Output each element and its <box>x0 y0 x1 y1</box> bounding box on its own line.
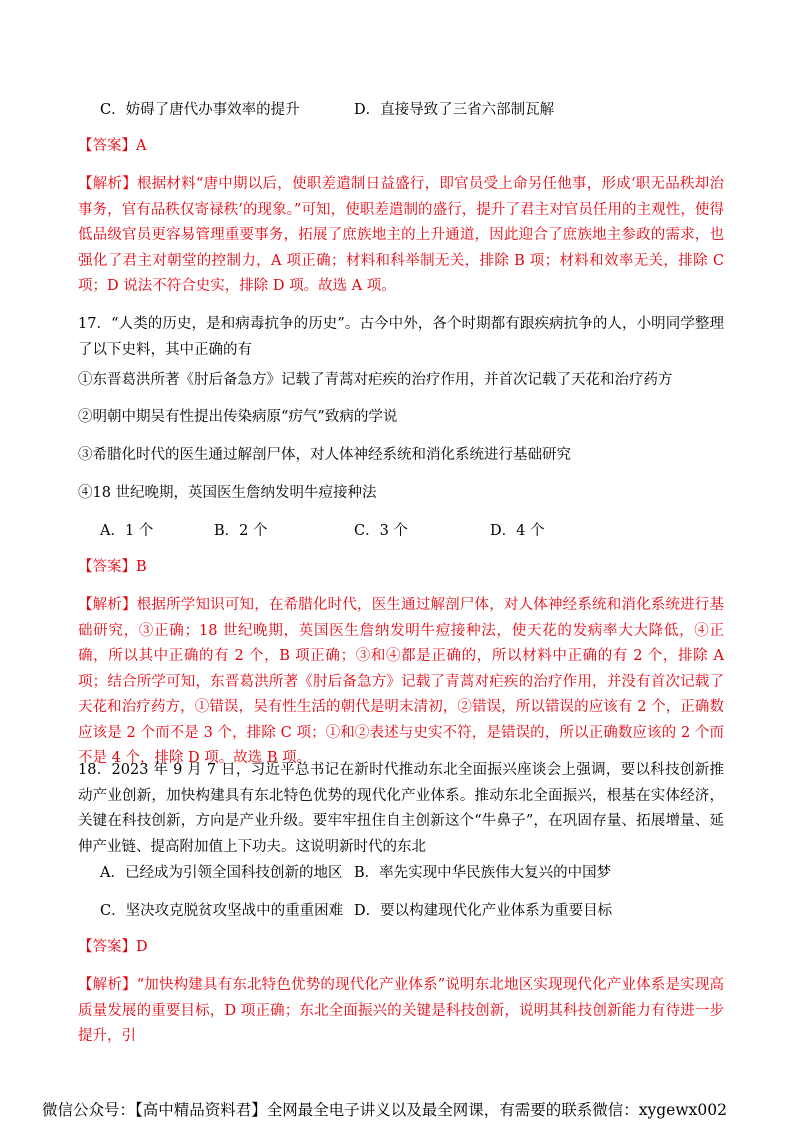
q16-analysis: 【解析】根据材料“唐中期以后，使职差遣制日益盛行，即官员受上命另任他事，形成‘职无品秩却治事务，官有品秩仅寄禄秩’的现象。”可知，使职差遣制的盛行，提升了君主对官员任用的主观性，使得低品级官员更容易管理重要事务，拓展了庶族地主的上升通道，因此迎合了庶族地主参政的需求，也强化了君主对朝堂的控制力，A 项正确；材料和科举制无关，排除 B 项；材料和效率无关，排除 C 项；D 说法不符合史实，排除 D 项。故选 A 项。 <box>78 176 724 294</box>
q18-option-c: C．坚决攻克脱贫攻坚战中的重重困难 <box>100 903 344 919</box>
q18-option-b: B．率先实现中华民族伟大复兴的中国梦 <box>354 865 612 881</box>
q16-option-c: C．妨碍了唐代办事效率的提升 <box>100 102 300 118</box>
q17-option-d: D．4 个 <box>490 523 545 539</box>
q16-answer: 【答案】A <box>78 138 147 154</box>
q16-option-d: D．直接导致了三省六部制瓦解 <box>354 102 555 118</box>
q18-stem: 18．2023 年 9 月 7 日，习近平总书记在新时代推动东北全面振兴座谈会上强调，要以科技创新推动产业创新，加快构建具有东北特色优势的现代化产业体系。推动东北全面振兴，根基在实体经济，关键在科技创新，方向是产业升级。要牢牢扭住自主创新这个“牛鼻子”，在巩固存量、拓展增量、延伸产业链、提高附加值上下功夫。这说明新时代的东北 <box>78 762 724 855</box>
q18-analysis: 【解析】“加快构建具有东北特色优势的现代化产业体系”说明东北地区实现现代化产业体系是实现高质量发展的重要目标，D 项正确；东北全面振兴的关键是科技创新，说明其科技创新能力有待进一步提升，引 <box>78 977 724 1044</box>
q17-item-2: ②明朝中期吴有性提出传染病原“疠气”致病的学说 <box>78 409 398 425</box>
q18-option-d: D．要以构建现代化产业体系为重要目标 <box>354 903 613 919</box>
q17-option-a: A．1 个 <box>100 523 154 539</box>
q17-stem: 17．“人类的历史，是和病毒抗争的历史”。古今中外，各个时期都有跟疾病抗争的人，小明同学整理了以下史料，其中正确的有 <box>78 316 724 358</box>
q17-item-1: ①东晋葛洪所著《肘后备急方》记载了青蒿对疟疾的治疗作用，并首次记载了天花和治疗药方 <box>78 372 673 388</box>
q17-item-4: ④18 世纪晚期，英国医生詹纳发明牛痘接种法 <box>78 485 377 501</box>
q17-option-b: B．2 个 <box>214 523 268 539</box>
q17-answer: 【答案】B <box>78 559 147 575</box>
q18-answer: 【答案】D <box>78 939 148 955</box>
q18-option-a: A．已经成为引领全国科技创新的地区 <box>100 865 343 881</box>
footer-contact-note: 微信公众号：【高中精品资料君】全网最全电子讲义以及最全网课，有需要的联系微信：xygewx002 <box>42 1101 727 1119</box>
q17-item-3: ③希腊化时代的医生通过解剖尸体，对人体神经系统和消化系统进行基础研究 <box>78 447 571 463</box>
q17-analysis: 【解析】根据所学知识可知，在希腊化时代，医生通过解剖尸体，对人体神经系统和消化系统进行基础研究，③正确；18 世纪晚期，英国医生詹纳发明牛痘接种法，使天花的发病率大大降低，④正确，所以其中正确的有 2 个，B 项正确；③和④都是正确的，所以材料中正确的有 2 个，排除 A 项；结合所学可知，东晋葛洪所著《肘后备急方》记载了青蒿对疟疾的治疗作用，并没有首次记载了天花和治疗药方，①错误，吴有性生活的朝代是明末清初，②错误，所以错误的应该有 2 个，正确数应该是 2 个而不是 3 个，排除 C 项；①和②表述与史实不符，是错误的，所以正确数应该的 2 个而不是 4 个，排除 D 项。故选 B 项。 <box>78 597 724 766</box>
q17-option-c: C．3 个 <box>354 523 408 539</box>
